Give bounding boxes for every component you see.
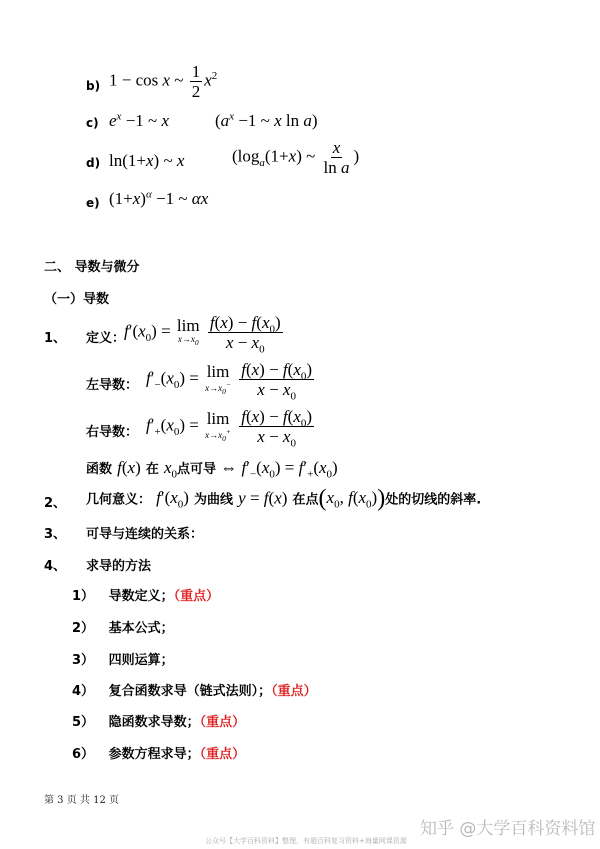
formula-exp-general: ($a^x -1$ ~ x ln a)	[215, 110, 318, 130]
subsection-heading-derivative: （一）导数	[44, 292, 110, 307]
item-number-3: 3、	[44, 527, 67, 542]
geometric-meaning: 几何意义： $f'(x_0)$ 为曲线 y = f(x) 在点($x_0$, $f(x_0)$)处的切线的斜率.	[86, 486, 482, 512]
method-item	[72, 617, 174, 636]
method-item	[72, 585, 219, 604]
method-number: 1）	[72, 589, 95, 604]
key-point-tag: （重点）	[199, 715, 246, 730]
item-label-d: d)	[86, 156, 101, 170]
formula-exp: $e^x -1$ ~ x	[109, 110, 170, 130]
derivative-methods-title: 求导的方法	[86, 559, 152, 574]
item-label-b: b)	[86, 79, 101, 93]
item-label-e: e)	[86, 196, 100, 210]
method-text: 复合函数求导（链式法则）；	[108, 684, 272, 699]
key-point-tag: （重点）	[271, 684, 317, 699]
item-number-2: 2、	[44, 496, 67, 511]
method-number: 3）	[72, 653, 95, 668]
item-label-c: c)	[86, 116, 99, 130]
item-number-1: 1、	[44, 331, 67, 346]
left-derivative-label: 左导数：	[86, 378, 139, 393]
method-item	[72, 743, 245, 762]
source-note: 公众号【大学百科资料】整理，有超百科复习资料+海量网课资源	[205, 837, 407, 845]
page-number: 第 3 页 共 12 页	[44, 795, 119, 806]
item-number-4: 4、	[44, 559, 67, 574]
formula-log-general: ($\log_a(1+x)$ ~ $\frac{x}{\text{ln a}}$ )	[232, 138, 360, 177]
method-item	[72, 711, 245, 730]
formula-right-derivative: $f'_+(x_0)$ = lim $x\to x_0^+$ $\frac{f(x) - f(x_0)}{x - x_0}$	[146, 407, 313, 450]
method-text: 参数方程求导；	[108, 747, 200, 762]
method-item	[72, 680, 317, 699]
method-item	[72, 649, 174, 668]
key-point-tag: （重点）	[173, 589, 220, 604]
method-text: 导数定义；	[108, 589, 174, 604]
formula-cos: 1 − cos x ~ $\frac{1}{2}$ $x^2$	[109, 62, 218, 101]
method-number: 5）	[72, 715, 95, 730]
right-derivative-label: 右导数：	[86, 425, 139, 440]
formula-power: $(1+x)^\alpha -1$ ~ αx	[109, 188, 209, 208]
formula-left-derivative: $f'_-(x_0)$ = lim $x\to x_0^-$ $\frac{f(x) - f(x_0)}{x - x_0}$	[146, 360, 313, 403]
method-number: 2）	[72, 621, 95, 636]
formula-ln: ln(1+x) ~ x	[109, 151, 185, 170]
watermark: 知乎 @大学百科资料馆	[420, 819, 596, 839]
method-text: 基本公式；	[108, 621, 174, 636]
key-point-tag: （重点）	[199, 747, 246, 762]
continuity-relation: 可导与连续的关系：	[86, 527, 204, 542]
method-text: 四则运算；	[108, 653, 174, 668]
definition-label: 定义：	[86, 331, 126, 346]
section-heading-derivative-differential: 二、 导数与微分	[44, 260, 140, 275]
formula-derivative-definition: $f'(x_0)$ = lim $x\to x_0$ $\frac{f(x) - f(x_0)}{x - x_0}$	[124, 313, 281, 356]
method-number: 4）	[72, 684, 95, 699]
method-text: 隐函数求导数；	[108, 715, 200, 730]
method-number: 6）	[72, 747, 95, 762]
differentiability-condition: 函数 f(x) 在 $x_0$点可导 ⇔ $f'_-(x_0) = f'_+(x_0)$	[86, 458, 338, 481]
